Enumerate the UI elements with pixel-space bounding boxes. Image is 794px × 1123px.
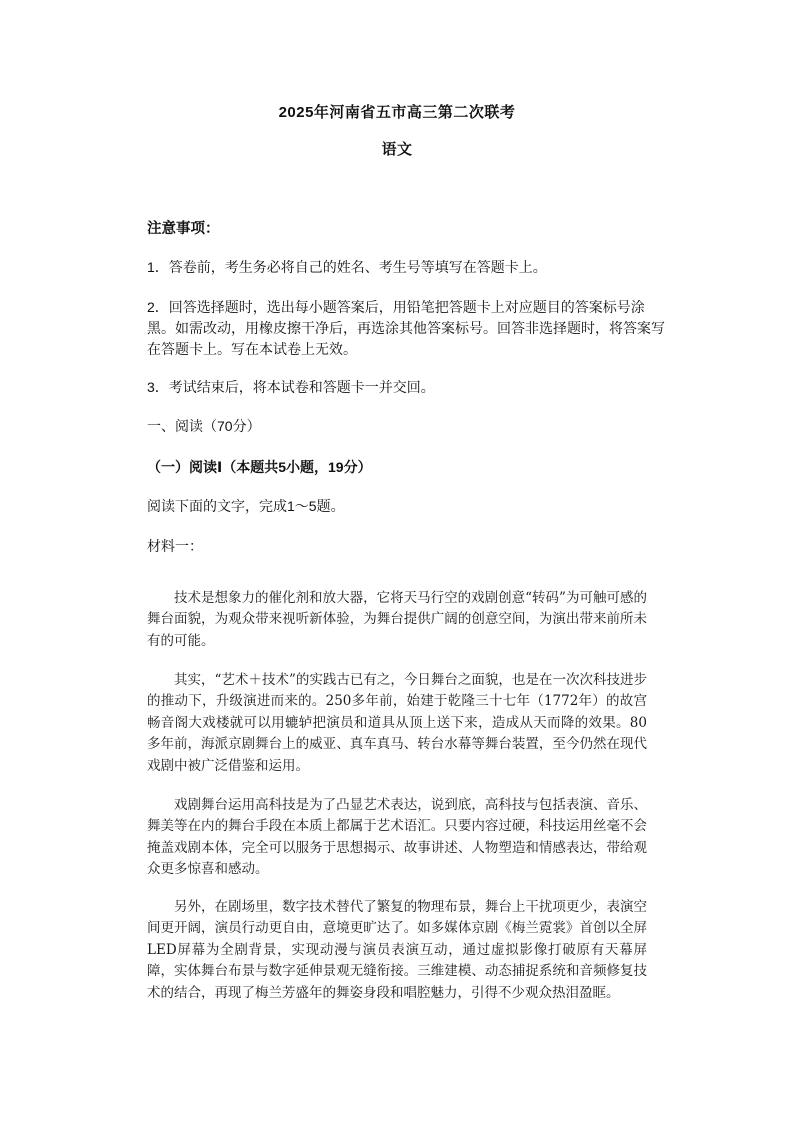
- notes-item-2: 2．回答选择题时，选出每小题答案后，用铅笔把答题卡上对应题目的答案标号涂黑。如需改动，用橡皮擦干净后，再选涂其他答案标号。回答非选择题时，将答案写在答题卡上。写在本试卷上无效。: [147, 299, 665, 357]
- subject-title: 语文: [381, 141, 413, 158]
- part-one-heading: 一、阅读（70分）: [147, 418, 261, 434]
- passage-paragraph-2: 其实，“艺术＋技术”的实践古已有之，今日舞台之面貌，也是在一次次科技进步的推动下，升级演进而来的。250多年前，始建于乾隆三十七年（1772年）的故宫畅音阁大戏楼就可以用辘轳把演员和道具从顶上送下来，造成从天而降的效果。80多年前，海派京剧舞台上的威亚、真车真马、转台水幕等舞台装置，至今仍然在现代戏剧中被广泛借鉴和运用。: [147, 671, 647, 774]
- passage-paragraph-1: 技术是想象力的催化剂和放大器，它将天马行空的戏剧创意“转码”为可触可感的舞台面貌，为观众带来视听新体验，为舞台提供广阔的创意空间，为演出带来前所未有的可能。: [147, 589, 647, 649]
- notes-item-1: 1．答卷前，考生务必将自己的姓名、考生号等填写在答题卡上。: [147, 259, 547, 275]
- reading-one-heading: （一）阅读Ⅰ（本题共5小题，19分）: [147, 459, 372, 475]
- exam-title: 2025年河南省五市高三第二次联考: [278, 104, 516, 121]
- passage-paragraph-4: 另外，在剧场里，数字技术替代了繁复的物理布景，舞台上干扰项更少，表演空间更开阔，演员行动更自由，意境更旷达了。如多媒体京剧《梅兰霓裳》首创以全屏LED屏幕为全剧背景，实现动漫与演员表演互动，通过虚拟影像打破原有天幕屏障，实体舞台布景与数字延伸景观无缝衔接。三维建模、动态捕捉系统和音频修复技术的结合，再现了梅兰芳盛年的舞姿身段和唱腔魅力，引得不少观众热泪盈眶。: [147, 898, 647, 1001]
- material-label: 材料一：: [147, 538, 203, 554]
- reading-instruction: 阅读下面的文字，完成1～5题。: [147, 498, 345, 514]
- notes-heading: 注意事项：: [147, 221, 220, 237]
- passage-paragraph-3: 戏剧舞台运用高科技是为了凸显艺术表达，说到底，高科技与包括表演、音乐、舞美等在内的舞台手段在本质上都属于艺术语汇。只要内容过硬，科技运用丝毫不会掩盖戏剧本体，完全可以服务于思想揭示、故事讲述、人物塑造和情感表达，带给观众更多惊喜和感动。: [147, 796, 647, 877]
- notes-item-3: 3．考试结束后，将本试卷和答题卡一并交回。: [147, 379, 435, 395]
